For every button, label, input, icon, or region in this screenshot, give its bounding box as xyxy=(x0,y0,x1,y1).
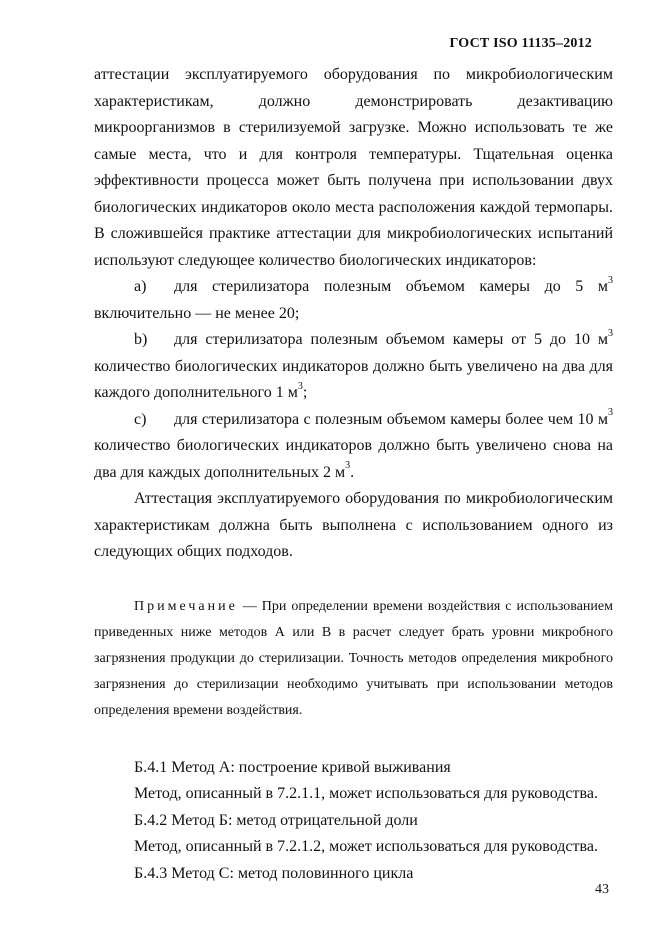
list-marker-c: c) xyxy=(134,410,147,428)
method-sections xyxy=(94,755,613,888)
list-item-b-tail: количество биологических индикаторов должно быть увеличено на два для каждого дополнительного 1 м xyxy=(94,357,613,401)
section-b41-heading: Б.4.1 Метод А: построение кривой выживания xyxy=(134,758,451,776)
paragraph-validation-intro: аттестации эксплуатируемого оборудования по микробиологическим характеристикам, должно демонстрировать дезактивацию микроорганизмов в стерилизуемой загрузке. Можно использовать те же самые места, что и для контроля температуры. Тщательная оценка эффективности процесса может быть получена при использовании двух биологических индикаторов около места расположения каждой термопары. В сложившейся практике аттестации для микробиологических испытаний используют следующее количество биологических индикаторов: xyxy=(94,66,613,269)
list-item-b-end: ; xyxy=(302,384,308,401)
list-item-c xyxy=(94,407,613,487)
note-title: Примечание xyxy=(134,598,238,614)
list-item-b-tail-sup: 3 xyxy=(297,380,303,392)
page-body xyxy=(94,62,613,887)
list-item-a xyxy=(94,274,613,327)
page-number: 43 xyxy=(595,882,609,897)
list-item-c-end: . xyxy=(350,463,355,481)
list-marker-a: a) xyxy=(134,278,147,295)
section-b42-text: Метод, описанный в 7.2.1.2, может использоваться для руководства. xyxy=(134,838,598,856)
note-block xyxy=(94,594,613,725)
document-header: ГОСТ ISO 11135–2012 xyxy=(449,36,592,51)
list-item-a-text: для стерилизатора полезным объемом камеры до 5 м xyxy=(174,278,608,295)
paragraph-approaches: Аттестация эксплуатируемого оборудования по микробиологическим характеристикам должна быть выполнена с использованием одного из следующих общих подходов. xyxy=(94,490,613,560)
list-marker-b: b) xyxy=(134,331,148,348)
list-item-a-tail: включительно — не менее 20; xyxy=(94,304,300,322)
section-b41-text: Метод, описанный в 7.2.1.1, может использоваться для руководства. xyxy=(134,785,598,803)
list-item-b-sup: 3 xyxy=(608,327,613,339)
section-b42-heading: Б.4.2 Метод Б: метод отрицательной доли xyxy=(134,811,418,829)
list-item-c-tail-sup: 3 xyxy=(345,460,351,472)
section-b43-heading: Б.4.3 Метод С: метод половинного цикла xyxy=(134,864,414,882)
list-item-c-sup: 3 xyxy=(608,407,613,419)
list-item-b-text: для стерилизатора полезным объемом камеры от 5 до 10 м xyxy=(174,331,608,348)
list-item-c-text: для стерилизатора с полезным объемом камеры более чем 10 м xyxy=(174,410,608,428)
note-text: — При определении времени воздействия с использованием приведенных ниже методов А или В в расчет следует брать уровни микробного загрязнения продукции до стерилизации. Точность методов определения микробного загрязнения до стерилизации необходимо учитывать при использовании методов определения времени воздействия. xyxy=(94,598,613,719)
list-item-b xyxy=(94,327,613,407)
list-item-c-tail: количество биологических индикаторов должно быть увеличено снова на два для каждых дополнительных 2 м xyxy=(94,437,613,481)
list-item-a-sup: 3 xyxy=(608,274,613,286)
